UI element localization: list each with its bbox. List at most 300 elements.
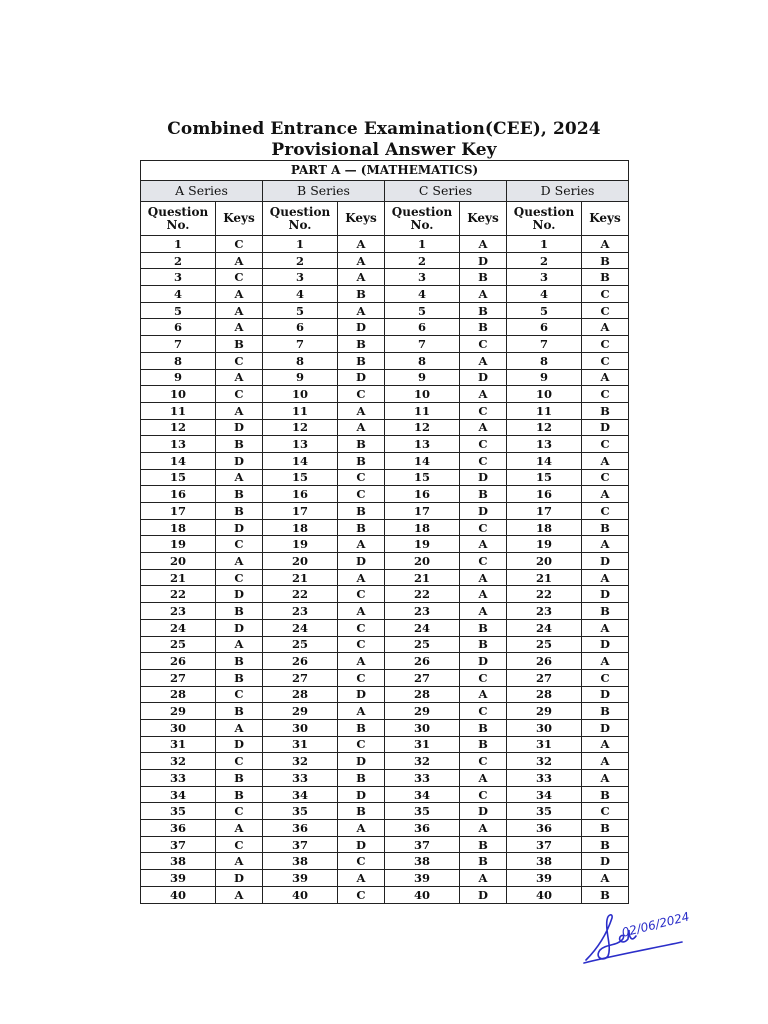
key-b-cell: C — [338, 886, 385, 903]
question-b-cell: 28 — [263, 686, 338, 703]
key-b-cell: C — [338, 736, 385, 753]
key-c-cell: B — [460, 853, 507, 870]
key-a-cell: C — [216, 569, 263, 586]
question-d-cell: 3 — [507, 269, 582, 286]
key-c-cell: C — [460, 452, 507, 469]
key-d-cell: A — [582, 770, 629, 787]
key-c-cell: A — [460, 770, 507, 787]
question-d-cell: 10 — [507, 386, 582, 403]
key-d-cell: C — [582, 336, 629, 353]
key-d-cell: D — [582, 853, 629, 870]
question-b-cell: 21 — [263, 569, 338, 586]
key-b-cell: A — [338, 302, 385, 319]
key-b-cell: B — [338, 436, 385, 453]
question-c-cell: 9 — [385, 369, 460, 386]
keys-header: Keys — [216, 202, 263, 236]
table-row — [141, 486, 629, 503]
question-no-header: Question No. — [263, 202, 338, 236]
question-a-cell: 2 — [141, 252, 216, 269]
table-row — [141, 786, 629, 803]
question-d-cell: 32 — [507, 753, 582, 770]
question-d-cell: 37 — [507, 836, 582, 853]
question-d-cell: 24 — [507, 619, 582, 636]
key-a-cell: B — [216, 603, 263, 620]
document-title: Combined Entrance Examination(CEE), 2024 — [167, 119, 601, 139]
question-d-cell: 9 — [507, 369, 582, 386]
table-row — [141, 402, 629, 419]
question-d-cell: 2 — [507, 252, 582, 269]
question-c-cell: 30 — [385, 719, 460, 736]
question-d-cell: 14 — [507, 452, 582, 469]
key-a-cell: D — [216, 419, 263, 436]
series-header-d: D Series — [507, 181, 629, 202]
table-row — [141, 669, 629, 686]
question-c-cell: 26 — [385, 653, 460, 670]
question-d-cell: 39 — [507, 870, 582, 887]
question-c-cell: 40 — [385, 886, 460, 903]
question-a-cell: 27 — [141, 669, 216, 686]
question-a-cell: 31 — [141, 736, 216, 753]
question-d-cell: 22 — [507, 586, 582, 603]
question-d-cell: 28 — [507, 686, 582, 703]
key-a-cell: B — [216, 486, 263, 503]
key-d-cell: B — [582, 402, 629, 419]
question-c-cell: 4 — [385, 286, 460, 303]
series-header-c: C Series — [385, 181, 507, 202]
question-no-header: Question No. — [385, 202, 460, 236]
key-d-cell: D — [582, 636, 629, 653]
question-c-cell: 19 — [385, 536, 460, 553]
question-c-cell: 23 — [385, 603, 460, 620]
question-a-cell: 12 — [141, 419, 216, 436]
question-c-cell: 12 — [385, 419, 460, 436]
question-c-cell: 24 — [385, 619, 460, 636]
question-d-cell: 33 — [507, 770, 582, 787]
question-b-cell: 38 — [263, 853, 338, 870]
key-d-cell: C — [582, 302, 629, 319]
question-d-cell: 31 — [507, 736, 582, 753]
key-d-cell: B — [582, 820, 629, 837]
question-c-cell: 32 — [385, 753, 460, 770]
signature-date: 02/06/2024 — [620, 909, 691, 940]
key-b-cell: A — [338, 870, 385, 887]
key-c-cell: B — [460, 719, 507, 736]
question-c-cell: 20 — [385, 553, 460, 570]
question-b-cell: 26 — [263, 653, 338, 670]
key-c-cell: A — [460, 820, 507, 837]
table-row — [141, 886, 629, 903]
question-a-cell: 3 — [141, 269, 216, 286]
key-d-cell: D — [582, 686, 629, 703]
key-d-cell: C — [582, 436, 629, 453]
question-b-cell: 29 — [263, 703, 338, 720]
key-d-cell: B — [582, 786, 629, 803]
key-b-cell: A — [338, 569, 385, 586]
key-a-cell: C — [216, 352, 263, 369]
question-b-cell: 34 — [263, 786, 338, 803]
question-c-cell: 5 — [385, 302, 460, 319]
question-b-cell: 1 — [263, 236, 338, 253]
question-c-cell: 16 — [385, 486, 460, 503]
key-b-cell: B — [338, 803, 385, 820]
question-b-cell: 3 — [263, 269, 338, 286]
key-c-cell: B — [460, 836, 507, 853]
part-label: PART A — (MATHEMATICS) — [141, 161, 629, 181]
key-b-cell: B — [338, 286, 385, 303]
question-b-cell: 35 — [263, 803, 338, 820]
question-d-cell: 21 — [507, 569, 582, 586]
question-a-cell: 39 — [141, 870, 216, 887]
key-a-cell: B — [216, 669, 263, 686]
question-a-cell: 37 — [141, 836, 216, 853]
question-c-cell: 17 — [385, 503, 460, 520]
question-d-cell: 7 — [507, 336, 582, 353]
key-a-cell: A — [216, 286, 263, 303]
question-b-cell: 39 — [263, 870, 338, 887]
key-c-cell: B — [460, 319, 507, 336]
key-c-cell: A — [460, 603, 507, 620]
table-row — [141, 336, 629, 353]
key-a-cell: D — [216, 736, 263, 753]
question-b-cell: 37 — [263, 836, 338, 853]
key-b-cell: D — [338, 319, 385, 336]
key-a-cell: A — [216, 636, 263, 653]
question-b-cell: 7 — [263, 336, 338, 353]
key-c-cell: B — [460, 486, 507, 503]
key-c-cell: A — [460, 569, 507, 586]
question-b-cell: 9 — [263, 369, 338, 386]
table-row — [141, 703, 629, 720]
key-d-cell: A — [582, 753, 629, 770]
key-a-cell: D — [216, 619, 263, 636]
key-b-cell: B — [338, 770, 385, 787]
key-c-cell: B — [460, 636, 507, 653]
question-d-cell: 6 — [507, 319, 582, 336]
question-d-cell: 18 — [507, 519, 582, 536]
key-d-cell: B — [582, 836, 629, 853]
key-d-cell: A — [582, 369, 629, 386]
key-b-cell: D — [338, 369, 385, 386]
key-a-cell: C — [216, 803, 263, 820]
table-row — [141, 436, 629, 453]
key-b-cell: B — [338, 519, 385, 536]
key-d-cell: C — [582, 469, 629, 486]
question-b-cell: 18 — [263, 519, 338, 536]
question-a-cell: 25 — [141, 636, 216, 653]
question-b-cell: 24 — [263, 619, 338, 636]
question-b-cell: 8 — [263, 352, 338, 369]
key-c-cell: A — [460, 419, 507, 436]
key-c-cell: D — [460, 803, 507, 820]
key-d-cell: C — [582, 503, 629, 520]
key-c-cell: B — [460, 302, 507, 319]
table-row — [141, 803, 629, 820]
table-row — [141, 836, 629, 853]
key-a-cell: A — [216, 820, 263, 837]
question-c-cell: 11 — [385, 402, 460, 419]
table-row — [141, 302, 629, 319]
key-d-cell: C — [582, 803, 629, 820]
key-a-cell: B — [216, 436, 263, 453]
question-no-header: Question No. — [507, 202, 582, 236]
question-b-cell: 10 — [263, 386, 338, 403]
question-a-cell: 26 — [141, 653, 216, 670]
key-c-cell: B — [460, 619, 507, 636]
key-c-cell: A — [460, 286, 507, 303]
question-a-cell: 24 — [141, 619, 216, 636]
table-row — [141, 753, 629, 770]
question-a-cell: 28 — [141, 686, 216, 703]
question-c-cell: 2 — [385, 252, 460, 269]
question-d-cell: 34 — [507, 786, 582, 803]
key-c-cell: D — [460, 886, 507, 903]
question-b-cell: 14 — [263, 452, 338, 469]
table-row — [141, 286, 629, 303]
table-row — [141, 536, 629, 553]
key-a-cell: D — [216, 519, 263, 536]
key-a-cell: B — [216, 786, 263, 803]
table-row — [141, 619, 629, 636]
question-b-cell: 31 — [263, 736, 338, 753]
question-b-cell: 25 — [263, 636, 338, 653]
question-b-cell: 36 — [263, 820, 338, 837]
key-c-cell: A — [460, 352, 507, 369]
table-row — [141, 352, 629, 369]
key-d-cell: B — [582, 519, 629, 536]
question-c-cell: 15 — [385, 469, 460, 486]
question-b-cell: 11 — [263, 402, 338, 419]
question-d-cell: 36 — [507, 820, 582, 837]
question-b-cell: 6 — [263, 319, 338, 336]
key-b-cell: A — [338, 269, 385, 286]
table-row — [141, 236, 629, 253]
question-a-cell: 14 — [141, 452, 216, 469]
question-c-cell: 21 — [385, 569, 460, 586]
question-b-cell: 2 — [263, 252, 338, 269]
key-c-cell: A — [460, 586, 507, 603]
key-d-cell: A — [582, 486, 629, 503]
key-b-cell: A — [338, 653, 385, 670]
question-a-cell: 21 — [141, 569, 216, 586]
question-a-cell: 29 — [141, 703, 216, 720]
keys-header: Keys — [338, 202, 385, 236]
key-c-cell: A — [460, 686, 507, 703]
question-b-cell: 20 — [263, 553, 338, 570]
key-b-cell: B — [338, 719, 385, 736]
question-d-cell: 8 — [507, 352, 582, 369]
question-a-cell: 19 — [141, 536, 216, 553]
question-a-cell: 17 — [141, 503, 216, 520]
question-c-cell: 7 — [385, 336, 460, 353]
series-header-a: A Series — [141, 181, 263, 202]
key-b-cell: A — [338, 236, 385, 253]
key-b-cell: D — [338, 836, 385, 853]
key-d-cell: B — [582, 269, 629, 286]
question-d-cell: 23 — [507, 603, 582, 620]
question-b-cell: 40 — [263, 886, 338, 903]
key-d-cell: A — [582, 736, 629, 753]
key-a-cell: A — [216, 369, 263, 386]
question-a-cell: 22 — [141, 586, 216, 603]
key-b-cell: C — [338, 619, 385, 636]
table-row — [141, 569, 629, 586]
table-row — [141, 419, 629, 436]
key-c-cell: A — [460, 870, 507, 887]
key-c-cell: C — [460, 669, 507, 686]
key-c-cell: A — [460, 236, 507, 253]
question-d-cell: 12 — [507, 419, 582, 436]
key-a-cell: A — [216, 719, 263, 736]
key-a-cell: A — [216, 319, 263, 336]
question-c-cell: 34 — [385, 786, 460, 803]
key-a-cell: C — [216, 753, 263, 770]
question-a-cell: 20 — [141, 553, 216, 570]
question-c-cell: 38 — [385, 853, 460, 870]
question-d-cell: 16 — [507, 486, 582, 503]
key-b-cell: C — [338, 636, 385, 653]
question-d-cell: 17 — [507, 503, 582, 520]
key-a-cell: C — [216, 836, 263, 853]
question-d-cell: 25 — [507, 636, 582, 653]
keys-header: Keys — [582, 202, 629, 236]
key-c-cell: C — [460, 519, 507, 536]
key-b-cell: D — [338, 753, 385, 770]
key-a-cell: A — [216, 853, 263, 870]
key-a-cell: B — [216, 703, 263, 720]
question-c-cell: 28 — [385, 686, 460, 703]
document-subtitle: Provisional Answer Key — [271, 140, 497, 160]
table-row — [141, 770, 629, 787]
key-b-cell: A — [338, 820, 385, 837]
key-d-cell: C — [582, 386, 629, 403]
series-header-b: B Series — [263, 181, 385, 202]
question-a-cell: 6 — [141, 319, 216, 336]
key-a-cell: A — [216, 252, 263, 269]
key-b-cell: D — [338, 553, 385, 570]
question-b-cell: 12 — [263, 419, 338, 436]
key-b-cell: B — [338, 336, 385, 353]
key-c-cell: C — [460, 402, 507, 419]
key-d-cell: C — [582, 286, 629, 303]
question-c-cell: 14 — [385, 452, 460, 469]
question-d-cell: 15 — [507, 469, 582, 486]
question-a-cell: 38 — [141, 853, 216, 870]
key-b-cell: A — [338, 252, 385, 269]
question-a-cell: 7 — [141, 336, 216, 353]
table-row — [141, 269, 629, 286]
question-c-cell: 8 — [385, 352, 460, 369]
question-a-cell: 16 — [141, 486, 216, 503]
question-a-cell: 11 — [141, 402, 216, 419]
key-b-cell: B — [338, 452, 385, 469]
key-a-cell: B — [216, 770, 263, 787]
key-d-cell: B — [582, 603, 629, 620]
question-d-cell: 38 — [507, 853, 582, 870]
key-a-cell: C — [216, 536, 263, 553]
question-a-cell: 33 — [141, 770, 216, 787]
key-c-cell: A — [460, 536, 507, 553]
key-a-cell: C — [216, 386, 263, 403]
table-row — [141, 636, 629, 653]
key-b-cell: B — [338, 352, 385, 369]
table-row — [141, 686, 629, 703]
table-row — [141, 319, 629, 336]
key-a-cell: A — [216, 886, 263, 903]
key-d-cell: D — [582, 419, 629, 436]
key-d-cell: A — [582, 619, 629, 636]
key-c-cell: C — [460, 553, 507, 570]
key-c-cell: C — [460, 753, 507, 770]
question-b-cell: 22 — [263, 586, 338, 603]
table-row — [141, 603, 629, 620]
key-c-cell: D — [460, 653, 507, 670]
key-b-cell: C — [338, 853, 385, 870]
table-row — [141, 503, 629, 520]
question-c-cell: 35 — [385, 803, 460, 820]
table-row — [141, 820, 629, 837]
question-c-cell: 3 — [385, 269, 460, 286]
key-d-cell: A — [582, 236, 629, 253]
table-row — [141, 519, 629, 536]
key-c-cell: C — [460, 336, 507, 353]
question-a-cell: 23 — [141, 603, 216, 620]
question-d-cell: 11 — [507, 402, 582, 419]
question-d-cell: 20 — [507, 553, 582, 570]
key-c-cell: D — [460, 369, 507, 386]
key-d-cell: C — [582, 352, 629, 369]
table-row — [141, 369, 629, 386]
answer-key-table — [140, 160, 629, 904]
table-row — [141, 870, 629, 887]
key-c-cell: B — [460, 269, 507, 286]
table-row — [141, 252, 629, 269]
key-a-cell: A — [216, 302, 263, 319]
question-b-cell: 16 — [263, 486, 338, 503]
key-c-cell: C — [460, 436, 507, 453]
question-a-cell: 34 — [141, 786, 216, 803]
question-d-cell: 13 — [507, 436, 582, 453]
key-d-cell: C — [582, 669, 629, 686]
key-c-cell: C — [460, 786, 507, 803]
question-c-cell: 33 — [385, 770, 460, 787]
question-d-cell: 27 — [507, 669, 582, 686]
question-c-cell: 29 — [385, 703, 460, 720]
key-d-cell: A — [582, 536, 629, 553]
table-row — [141, 386, 629, 403]
key-b-cell: A — [338, 703, 385, 720]
key-c-cell: D — [460, 469, 507, 486]
question-d-cell: 4 — [507, 286, 582, 303]
table-row — [141, 553, 629, 570]
question-d-cell: 30 — [507, 719, 582, 736]
question-b-cell: 19 — [263, 536, 338, 553]
question-a-cell: 1 — [141, 236, 216, 253]
question-b-cell: 15 — [263, 469, 338, 486]
key-a-cell: D — [216, 870, 263, 887]
question-a-cell: 40 — [141, 886, 216, 903]
key-d-cell: A — [582, 452, 629, 469]
question-a-cell: 36 — [141, 820, 216, 837]
question-a-cell: 5 — [141, 302, 216, 319]
key-b-cell: C — [338, 486, 385, 503]
question-d-cell: 35 — [507, 803, 582, 820]
key-d-cell: A — [582, 870, 629, 887]
question-b-cell: 17 — [263, 503, 338, 520]
key-a-cell: D — [216, 452, 263, 469]
question-c-cell: 6 — [385, 319, 460, 336]
question-d-cell: 40 — [507, 886, 582, 903]
question-c-cell: 1 — [385, 236, 460, 253]
